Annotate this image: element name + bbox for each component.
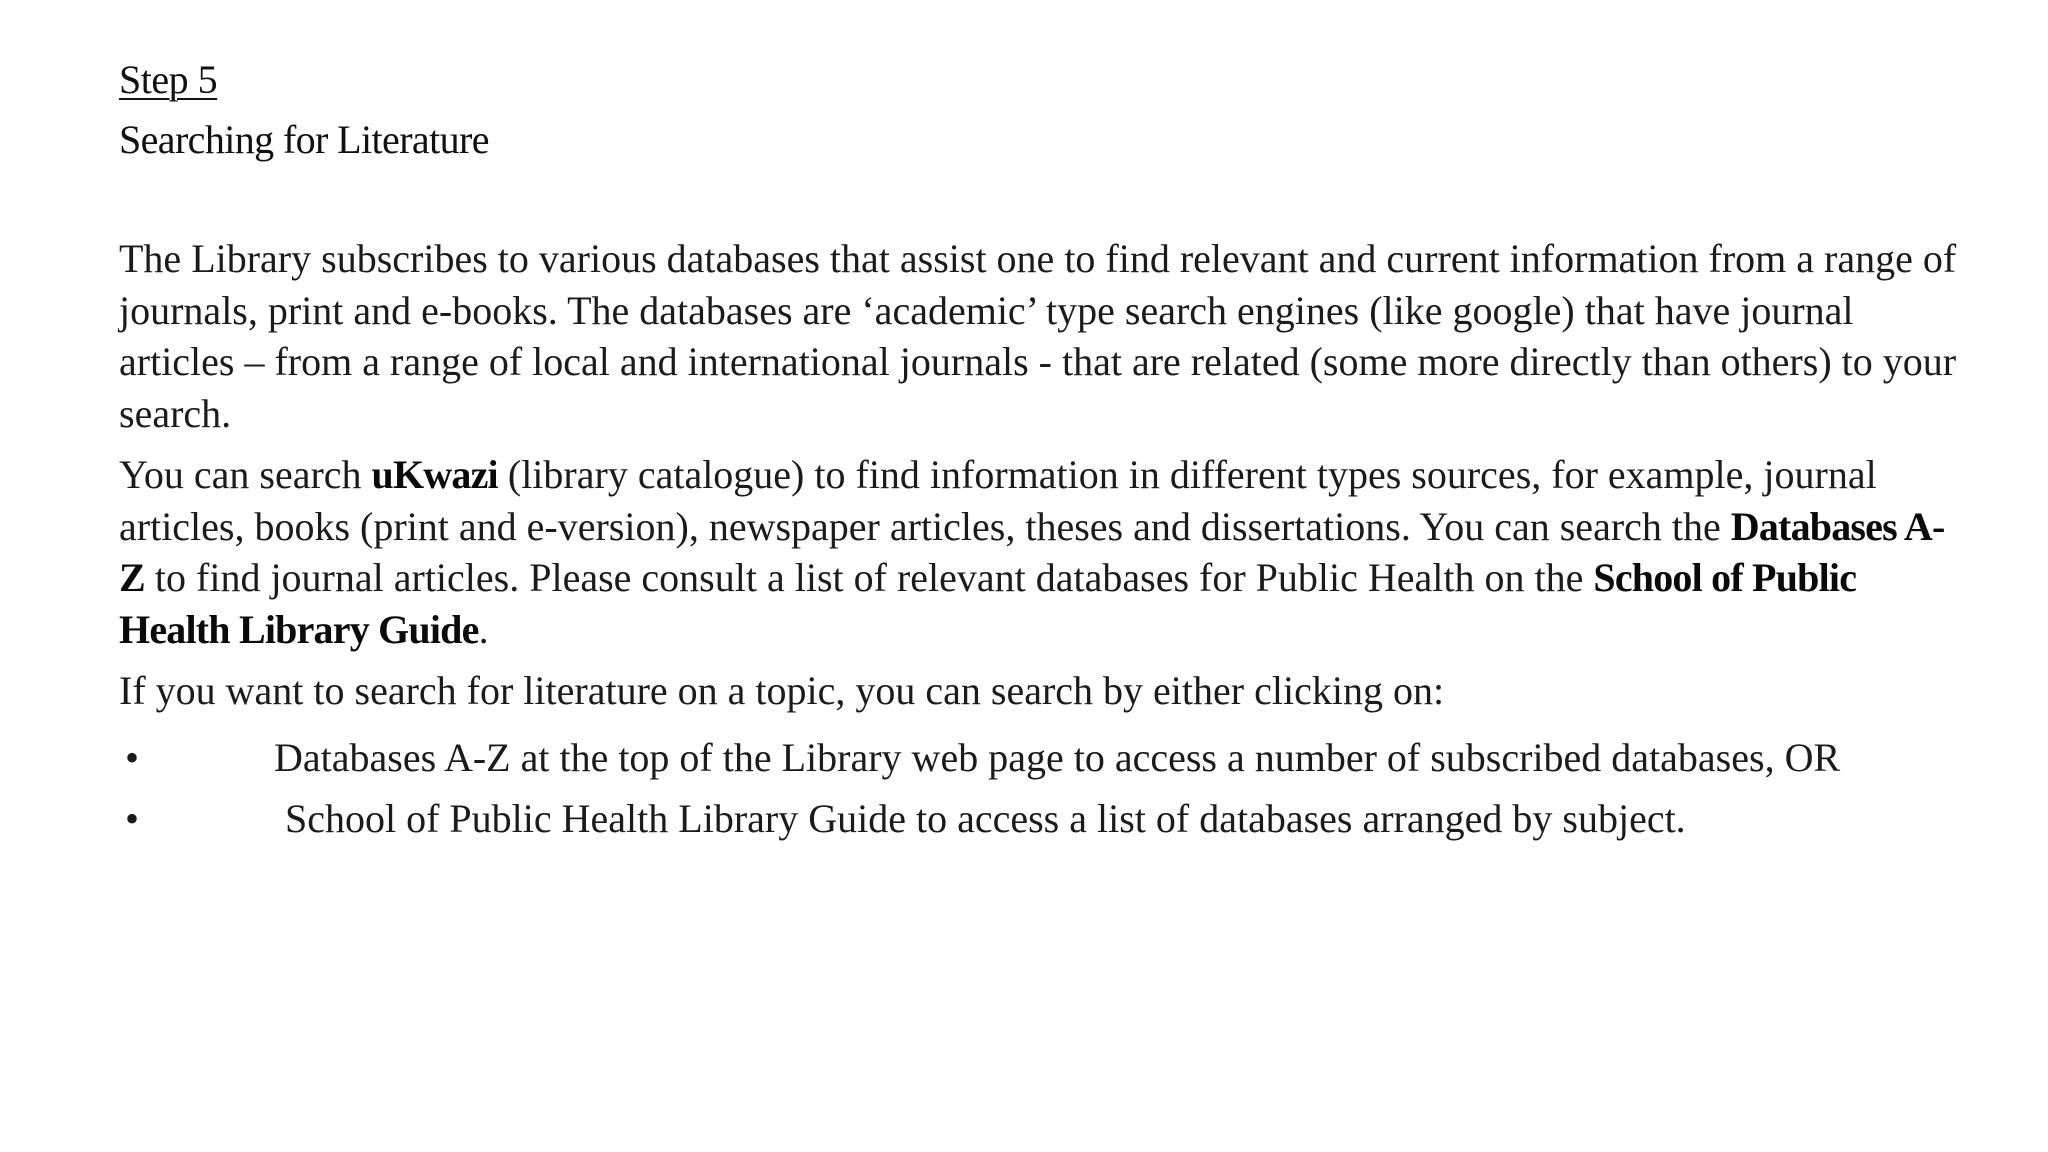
step-label: Step 5 (119, 57, 218, 102)
paragraph-text-segment: You can search (119, 452, 372, 497)
paragraph-text-segment: to find journal articles. Please consult a list of relevant databases for Public Health on the (144, 555, 1594, 600)
bullet-text: School of Public Health Library Guide to access a list of databases arranged by subject. (285, 795, 1686, 841)
paragraph-search-options (119, 449, 1959, 655)
ukwazi-term: uKwazi (371, 452, 498, 497)
databases-az-term: Databases A-Z (119, 503, 1945, 600)
list-item (119, 788, 1959, 849)
paragraph-databases-intro: The Library subscribes to various databases that assist one to find relevant and current information from a range of journals, print and e-books. The databases are ‘academic’ type search engines (like google) that have journal articles – from a range of local and international journals - that are related (some more directly than others) to your search. (119, 236, 1957, 436)
bullet-list (119, 727, 1959, 849)
paragraph-text-segment: . (478, 606, 489, 652)
bullet-marker: • (125, 795, 140, 841)
bullet-text: Databases A-Z at the top of the Library web page to access a number of subscribed databases, OR (274, 734, 1841, 780)
page-title: Searching for Literature (119, 117, 489, 162)
paragraph-search-instructions: If you want to search for literature on a topic, you can search by either clicking on: (119, 668, 1445, 713)
library-guide-term: School of Public Health Library Guide (119, 555, 1857, 652)
list-item (119, 727, 1959, 788)
bullet-marker: • (125, 734, 140, 780)
paragraph-text-segment: (library catalogue) to find information in different types sources, for example, journal articles, books (print and e-version), newspaper articles, theses and dissertations. You can search the (119, 452, 1877, 549)
